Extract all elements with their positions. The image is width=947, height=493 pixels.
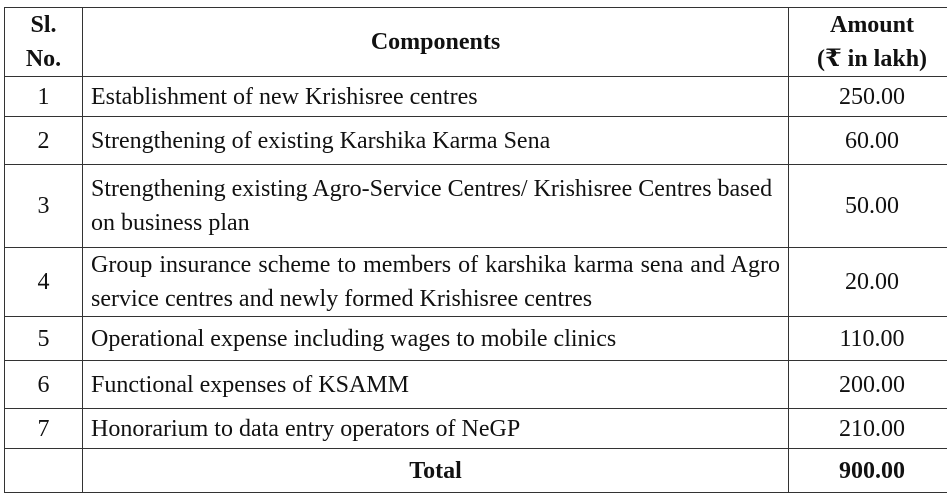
table-row: [5, 117, 947, 165]
row-amount: 210.00: [789, 409, 947, 449]
row-sl: 3: [5, 165, 83, 248]
row-amount: 110.00: [789, 317, 947, 361]
header-sl-line2: No.: [25, 46, 62, 72]
row-amount: 200.00: [789, 361, 947, 409]
table-row: [5, 165, 947, 248]
row-sl: 6: [5, 361, 83, 409]
table-row: [5, 77, 947, 117]
header-sl-no: [5, 8, 83, 77]
header-amount-line2: (₹ in lakh): [816, 46, 928, 72]
header-components: Components: [83, 8, 789, 77]
row-component: Strengthening existing Agro-Service Centres/ Krishisree Centres based on business plan: [83, 165, 789, 248]
row-component: Strengthening of existing Karshika Karma Sena: [83, 117, 789, 165]
row-component: Establishment of new Krishisree centres: [83, 77, 789, 117]
row-amount: 20.00: [789, 248, 947, 317]
row-amount: 250.00: [789, 77, 947, 117]
total-sl-empty: [5, 449, 83, 493]
total-amount: 900.00: [789, 449, 947, 493]
table-row: [5, 248, 947, 317]
table-row: [5, 409, 947, 449]
row-sl: 2: [5, 117, 83, 165]
row-component: Functional expenses of KSAMM: [83, 361, 789, 409]
total-row: [5, 449, 947, 493]
components-budget-table: [4, 7, 947, 493]
row-sl: 7: [5, 409, 83, 449]
header-amount-line1: Amount: [829, 12, 914, 38]
row-component: Operational expense including wages to mobile clinics: [83, 317, 789, 361]
row-sl: 5: [5, 317, 83, 361]
row-amount: 50.00: [789, 165, 947, 248]
header-amount: [789, 8, 947, 77]
header-sl-line1: Sl.: [30, 12, 57, 38]
table-row: [5, 361, 947, 409]
row-component: Group insurance scheme to members of karshika karma sena and Agro service centres and newly formed Krishisree centres: [83, 248, 789, 317]
table-row: [5, 317, 947, 361]
row-amount: 60.00: [789, 117, 947, 165]
row-sl: 4: [5, 248, 83, 317]
row-sl: 1: [5, 77, 83, 117]
table-header-row: [5, 8, 947, 77]
row-component: Honorarium to data entry operators of NeGP: [83, 409, 789, 449]
total-label: Total: [83, 449, 789, 493]
